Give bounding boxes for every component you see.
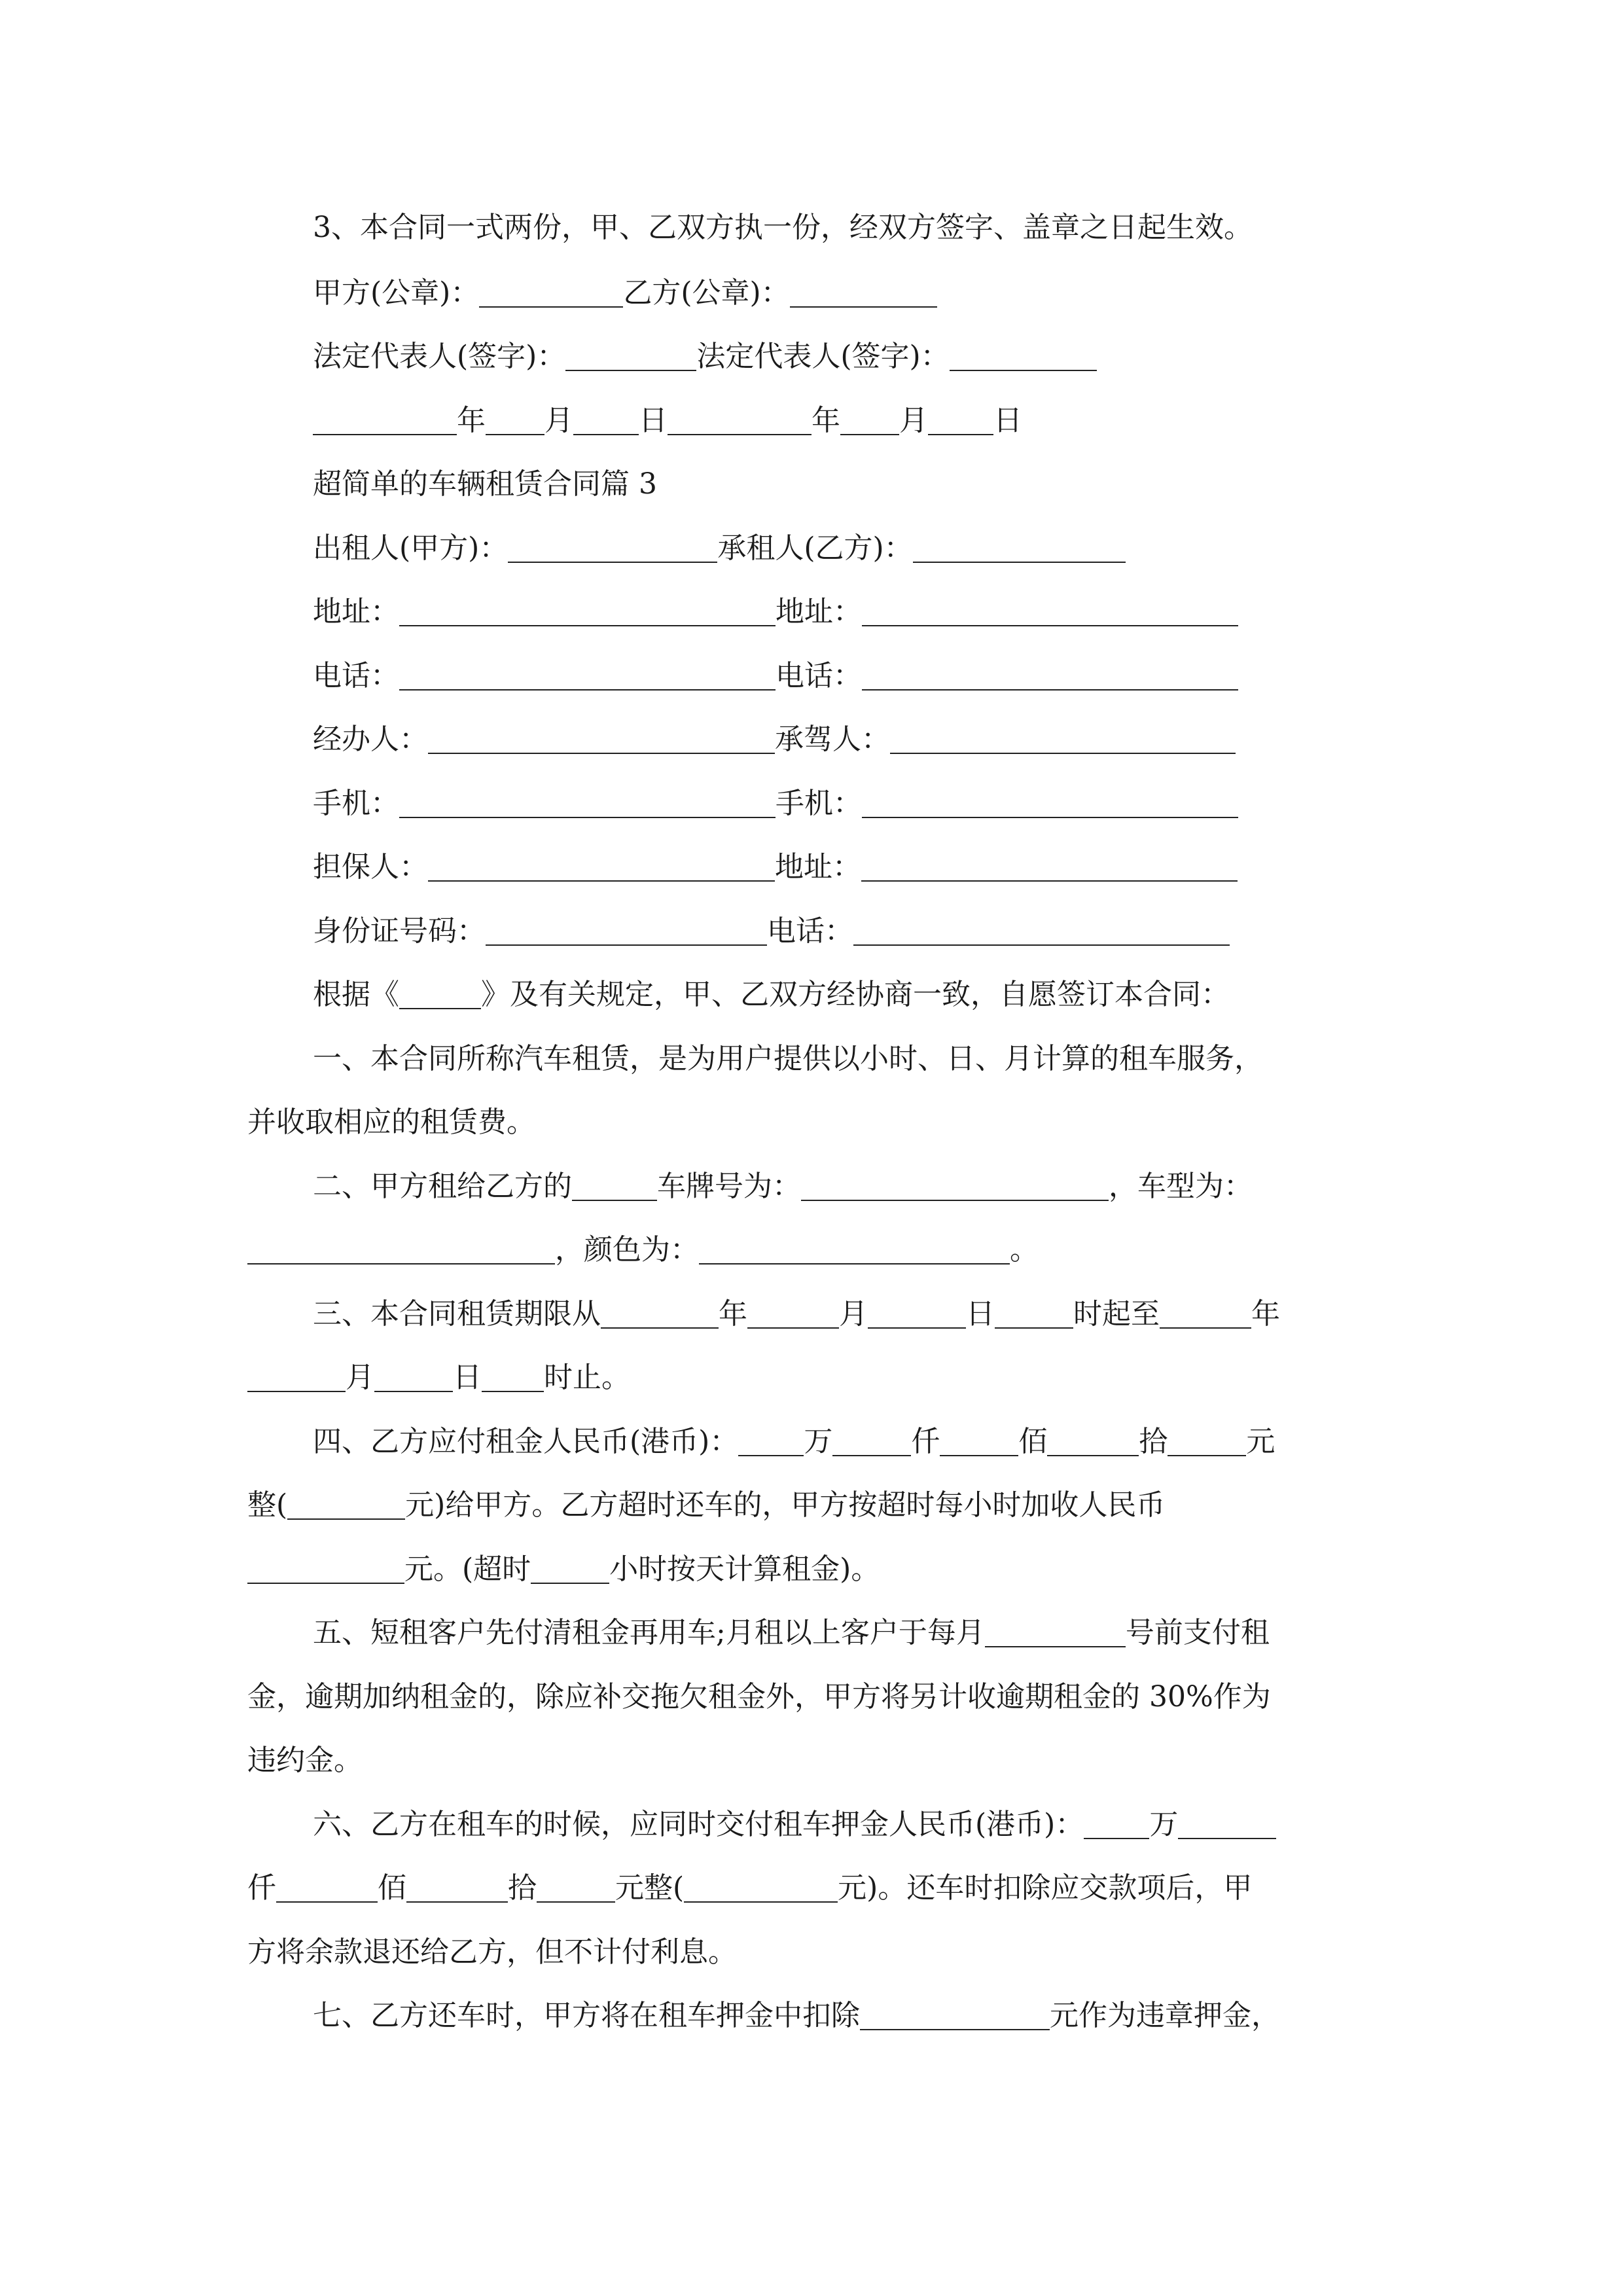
blank-underline (890, 724, 1236, 754)
text-segment: 拾 (1139, 1425, 1168, 1458)
text-segment: 甲方(公章)： (313, 276, 480, 310)
blank-underline (913, 533, 1126, 563)
text-segment: 承租人(乙方)： (717, 531, 913, 565)
clause-6 (313, 1805, 1276, 1844)
blank-underline (832, 1426, 911, 1456)
clause-3 (313, 1295, 1280, 1334)
clause-5 (313, 1613, 1270, 1653)
blank-underline (747, 1299, 839, 1329)
text-segment: 法定代表人(签字)： (696, 340, 950, 373)
text-segment: 日 (453, 1361, 482, 1394)
text-segment: 月 (899, 404, 928, 437)
blank-underline (985, 1617, 1126, 1647)
blank-underline (406, 1873, 508, 1903)
text-segment: 仟 (247, 1871, 276, 1905)
blank-underline (247, 1234, 555, 1265)
text-segment: 金，逾期加纳租金的，除应补交拖欠租金外，甲方将另计收逾期租金的 30%作为 (247, 1680, 1271, 1713)
text-segment: 并收取相应的租赁费。 (247, 1105, 535, 1139)
blank-underline (738, 1426, 804, 1456)
clause-1 (313, 1039, 1263, 1079)
blank-underline (668, 405, 812, 435)
text-segment: 车牌号为： (657, 1170, 801, 1203)
blank-underline (276, 1873, 378, 1903)
clause-4-cont (247, 1486, 1165, 1525)
blank-underline (399, 596, 776, 626)
text-segment: 时起至 (1073, 1297, 1160, 1331)
clause-3-effect (313, 208, 1253, 247)
blank-underline (537, 1873, 615, 1903)
text-segment: 月 (544, 404, 573, 437)
party-line (313, 529, 1126, 568)
blank-underline (601, 1299, 719, 1329)
text-segment: ，颜色为： (555, 1233, 699, 1266)
text-segment: ，车型为： (1109, 1170, 1253, 1203)
blank-underline (428, 724, 775, 754)
text-segment: 违约金。 (247, 1744, 363, 1777)
blank-underline (247, 1554, 404, 1584)
text-segment: 元。(超时 (404, 1552, 531, 1586)
clause-1-cont (247, 1103, 535, 1142)
blank-underline (399, 660, 776, 691)
clause-4-cont2 (247, 1550, 880, 1589)
blank-underline (684, 1873, 838, 1903)
text-segment: 元整( (615, 1871, 685, 1905)
text-segment: 年 (457, 404, 486, 437)
text-segment: 手机： (776, 787, 862, 820)
blank-underline (853, 916, 1230, 946)
blank-underline (950, 341, 1097, 371)
phone-line (313, 656, 1238, 696)
blank-underline (573, 405, 639, 435)
text-segment: 一、本合同所称汽车租赁，是为用户提供以小时、日、月计算的租车服务， (313, 1042, 1263, 1075)
blank-underline (861, 852, 1238, 882)
signature-line (313, 337, 1097, 376)
clause-7 (313, 1996, 1280, 2036)
text-segment: 元)给甲方。乙方超时还车的，甲方按超时每小时加收人民币 (405, 1488, 1166, 1522)
clause-3-cont (247, 1358, 630, 1397)
blank-underline (995, 1299, 1073, 1329)
text-segment: 元)。还车时扣除应交款项后，甲 (838, 1871, 1253, 1905)
text-segment: 电话： (313, 659, 399, 692)
blank-underline (862, 788, 1238, 818)
blank-underline (1178, 1809, 1276, 1839)
text-segment: 电话： (776, 659, 862, 692)
blank-underline (840, 405, 899, 435)
clause-6-cont2 (247, 1933, 737, 1972)
text-segment: 根据《 (313, 978, 399, 1011)
text-segment: 佰 (1018, 1425, 1048, 1458)
blank-underline (862, 596, 1238, 626)
blank-underline (801, 1171, 1109, 1201)
seal-line (313, 274, 937, 313)
handler-line (313, 720, 1236, 759)
blank-underline (699, 1234, 1010, 1265)
blank-underline (508, 533, 717, 563)
text-segment: 法定代表人(签字)： (313, 340, 566, 373)
text-segment: 担保人： (313, 850, 428, 884)
text-segment: 方将余款退还给乙方，但不计付利息。 (247, 1935, 737, 1969)
blank-underline (479, 278, 623, 308)
text-segment: 月 (839, 1297, 868, 1331)
text-segment: 月 (346, 1361, 374, 1394)
blank-underline (868, 1299, 966, 1329)
text-segment: 日 (639, 404, 668, 437)
text-segment: 地址： (776, 595, 862, 628)
text-segment: 时止。 (544, 1361, 630, 1394)
blank-underline (399, 788, 776, 818)
blank-underline (399, 979, 481, 1009)
blank-underline (531, 1554, 609, 1584)
text-segment: 五、短租客户先付清租金再用车;月租以上客户于每月 (313, 1616, 985, 1649)
text-segment: 出租人(甲方)： (313, 531, 508, 565)
section-title (313, 465, 657, 504)
blank-underline (313, 405, 457, 435)
blank-underline (860, 2000, 1050, 2030)
blank-underline (482, 1362, 544, 1392)
text-segment: 三、本合同租赁期限从 (313, 1297, 601, 1331)
text-segment: 身份证号码： (313, 914, 486, 948)
text-segment: 日 (993, 404, 1022, 437)
text-segment: 拾 (508, 1871, 537, 1905)
text-segment: 仟 (911, 1425, 940, 1458)
clause-6-cont (247, 1869, 1252, 1908)
text-segment: 万 (1149, 1808, 1179, 1841)
blank-underline (374, 1362, 453, 1392)
blank-underline (790, 278, 937, 308)
text-segment: 佰 (378, 1871, 406, 1905)
text-segment: 电话： (767, 914, 853, 948)
text-segment: 地址： (775, 850, 861, 884)
text-segment: 地址： (313, 595, 399, 628)
mobile-line (313, 784, 1238, 823)
text-segment: 承驾人： (775, 723, 890, 756)
blank-underline (287, 1490, 405, 1520)
blank-underline (247, 1362, 346, 1392)
text-segment: 万 (804, 1425, 833, 1458)
text-segment: 经办人： (313, 723, 428, 756)
text-segment: 号前支付租 (1125, 1616, 1270, 1649)
id-line (313, 912, 1230, 951)
blank-underline (1084, 1809, 1149, 1839)
text-segment: 。 (1010, 1233, 1039, 1266)
text-segment: 日 (966, 1297, 995, 1331)
basis-line (313, 975, 1230, 1014)
text-segment: 四、乙方应付租金人民币(港币)： (313, 1425, 739, 1458)
text-segment: 整( (247, 1488, 288, 1522)
text-segment: 》及有关规定，甲、乙双方经协商一致，自愿签订本合同： (481, 978, 1230, 1011)
blank-underline (486, 916, 767, 946)
text-segment: 小时按天计算租金)。 (609, 1552, 880, 1586)
blank-underline (572, 1171, 657, 1201)
text-segment: 年 (719, 1297, 747, 1331)
blank-underline (1160, 1299, 1251, 1329)
clause-5-cont (247, 1677, 1271, 1717)
guarantor-line (313, 848, 1238, 887)
text-segment: 元作为违章押金， (1050, 1999, 1280, 2032)
blank-underline (565, 341, 696, 371)
address-line (313, 592, 1238, 632)
text-segment: 年 (1251, 1297, 1280, 1331)
text-segment: 乙方(公章)： (623, 276, 790, 310)
clause-5-cont2 (247, 1741, 363, 1780)
blank-underline (486, 405, 544, 435)
blank-underline (428, 852, 775, 882)
text-segment: 年 (812, 404, 840, 437)
blank-underline (940, 1426, 1018, 1456)
text-segment: 七、乙方还车时，甲方将在租车押金中扣除 (313, 1999, 860, 2032)
blank-underline (928, 405, 993, 435)
clause-4 (313, 1422, 1275, 1462)
text-segment: 六、乙方在租车的时候，应同时交付租车押金人民币(港币)： (313, 1808, 1084, 1841)
text-segment: 3、本合同一式两份，甲、乙双方执一份，经双方签字、盖章之日起生效。 (313, 211, 1253, 244)
text-segment: 元 (1246, 1425, 1275, 1458)
text-segment: 手机： (313, 787, 399, 820)
clause-2-cont (247, 1230, 1039, 1270)
text-segment: 超简单的车辆租赁合同篇 3 (313, 467, 657, 501)
blank-underline (862, 660, 1238, 691)
date-line (313, 401, 1022, 440)
blank-underline (1047, 1426, 1139, 1456)
text-segment: 二、甲方租给乙方的 (313, 1170, 572, 1203)
blank-underline (1168, 1426, 1246, 1456)
clause-2 (313, 1167, 1253, 1206)
